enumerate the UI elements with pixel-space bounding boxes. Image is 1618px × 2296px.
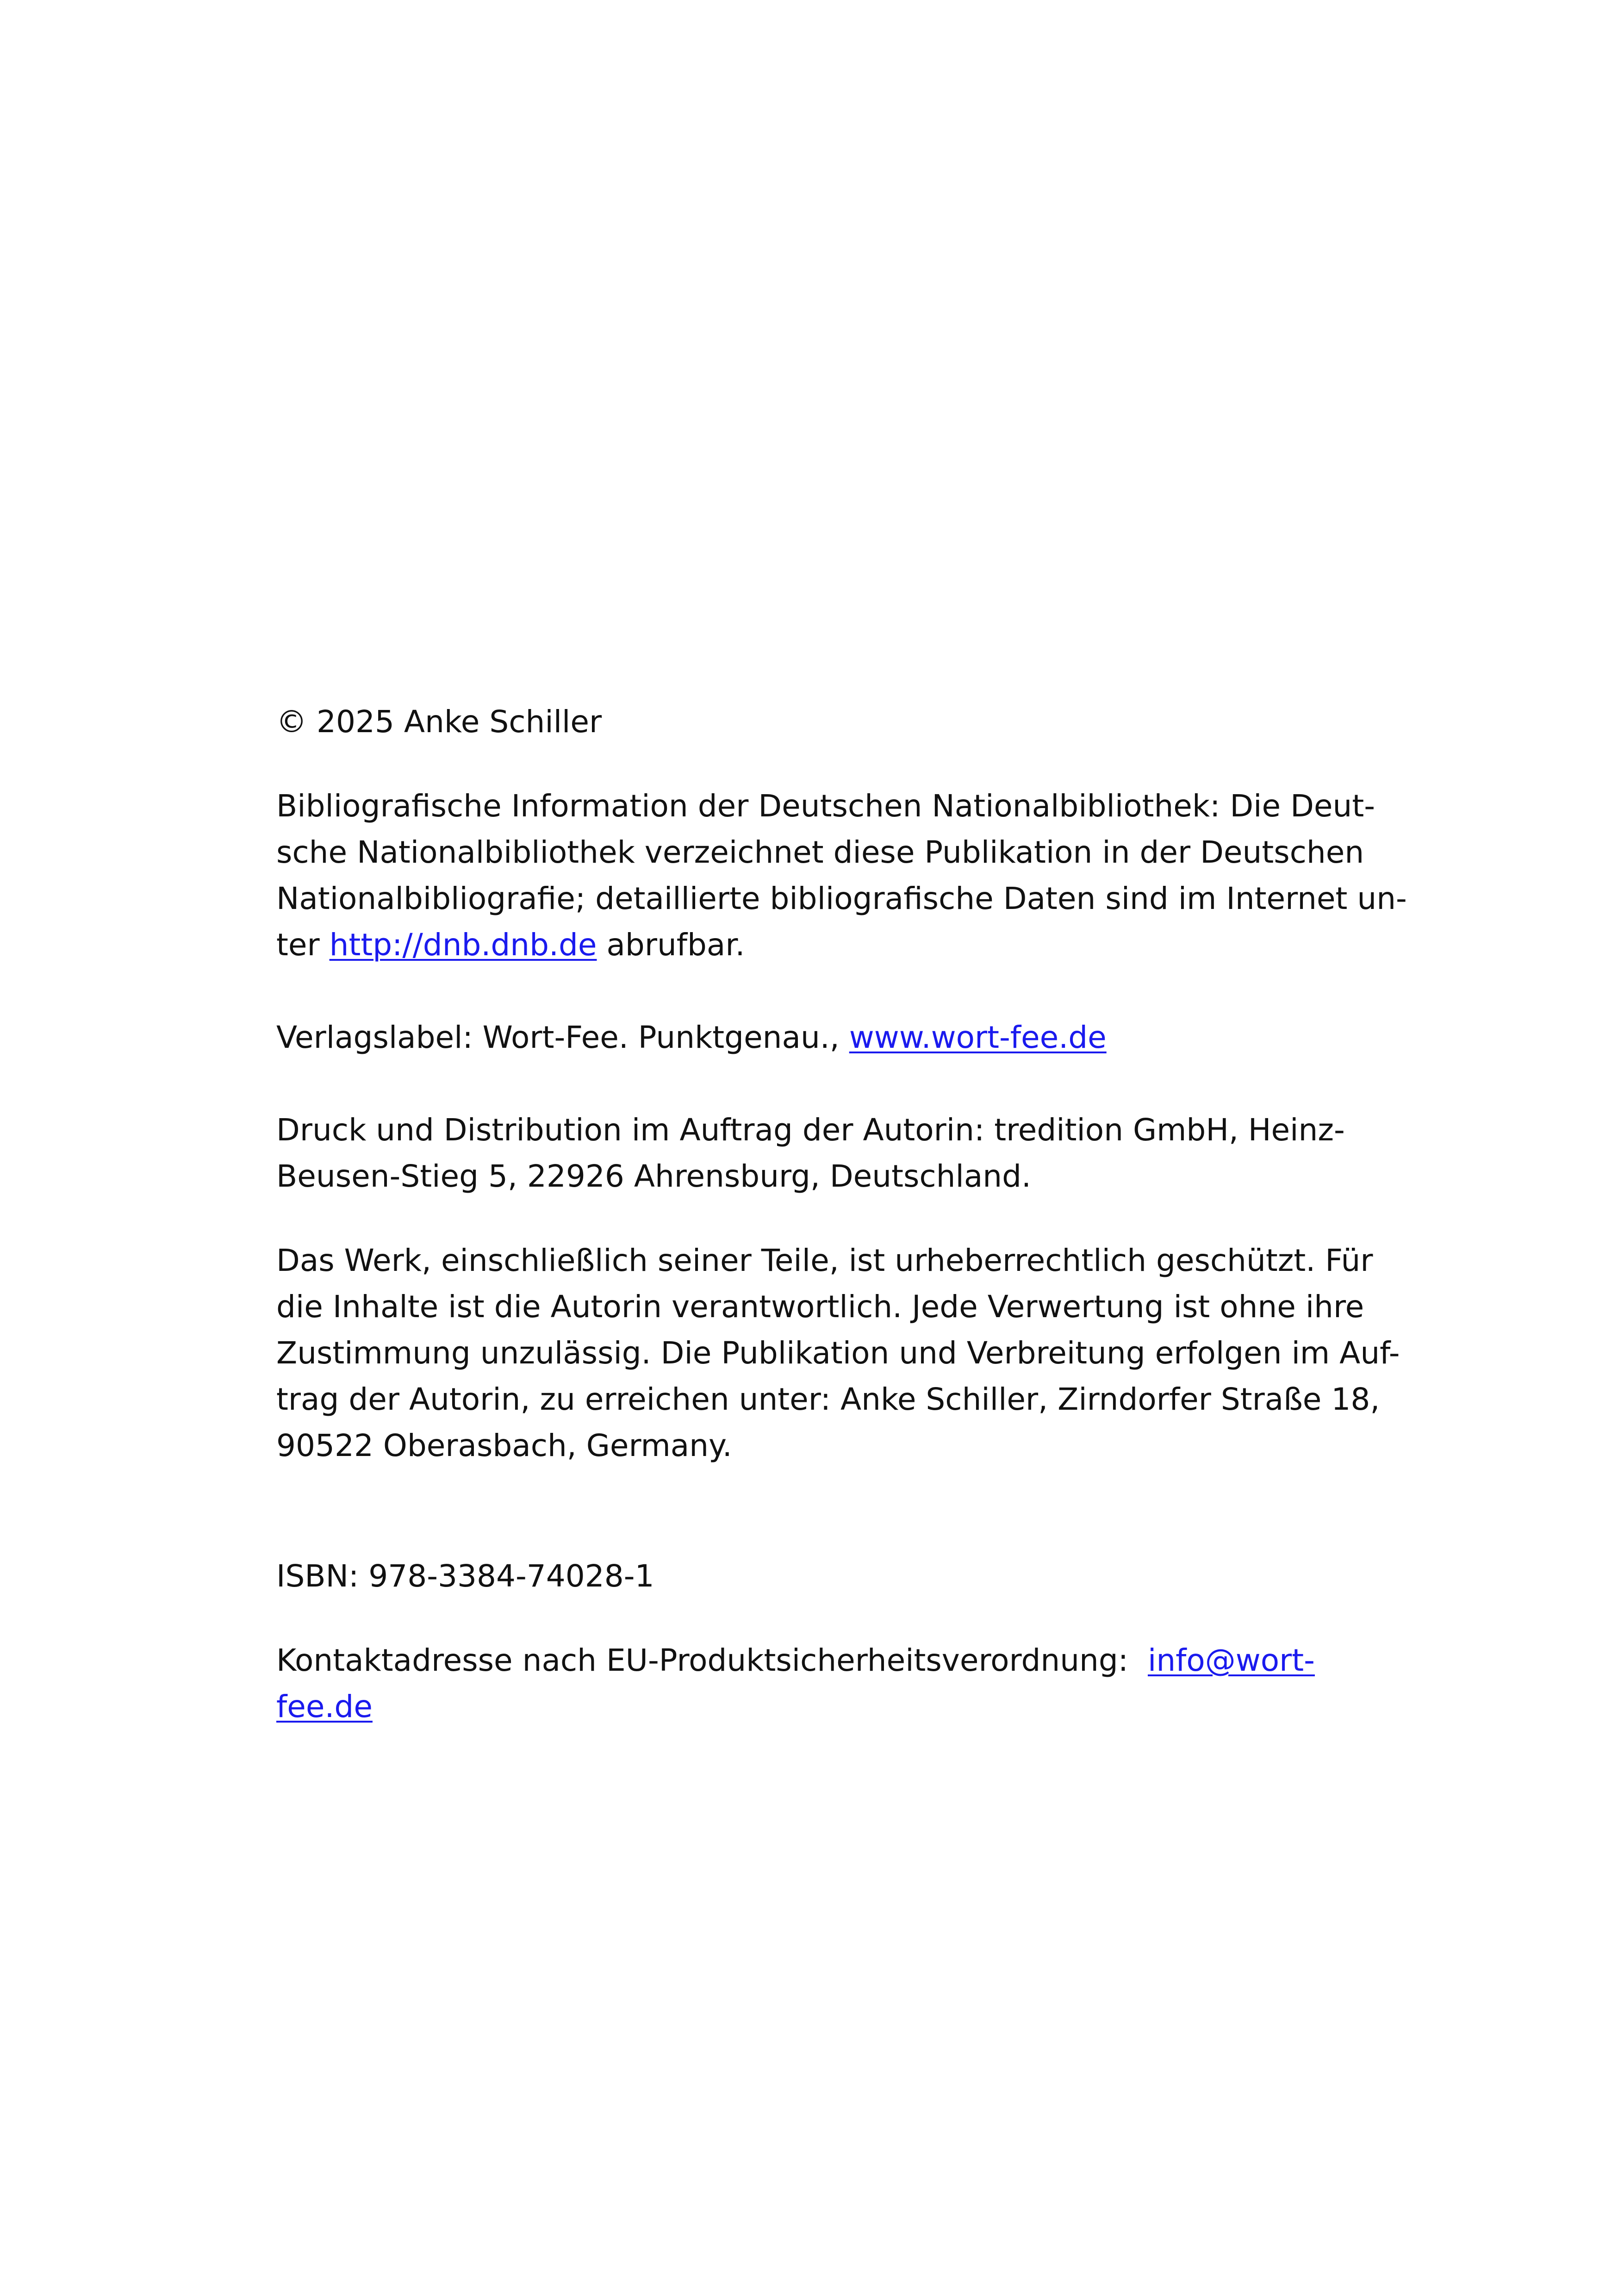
publisher-label-line [276, 1014, 1433, 1061]
copyright-block [276, 699, 1433, 745]
contact-prefix: Kontaktadresse nach EU-Produktsicherheitsverordnung: [276, 1643, 1129, 1678]
rights-line-5: 90522 Oberasbach, Germany. [276, 1428, 732, 1463]
contact-line-1 [276, 1637, 1433, 1684]
bibliographic-line-3: Nationalbibliografie; detaillierte bibliografische Daten sind im Internet un- [276, 881, 1407, 916]
contact-email-link-part-2[interactable]: fee.de [276, 1689, 373, 1724]
bibliographic-line-1: Bibliografische Information der Deutschen Nationalbibliothek: Die Deut- [276, 788, 1375, 824]
contact-email-link-part-1[interactable]: info@wort- [1147, 1643, 1315, 1678]
rights-notice-block [276, 1238, 1433, 1469]
printing-line-2: Beusen-Stieg 5, 22926 Ahrensburg, Deutschland. [276, 1158, 1031, 1194]
dnb-link[interactable]: http://dnb.dnb.de [329, 927, 597, 963]
rights-line-2: die Inhalte ist die Autorin verantwortlich. Jede Verwertung ist ohne ihre [276, 1289, 1364, 1325]
bibliographic-line-2: sche Nationalbibliothek verzeichnet diese Publikation in der Deutschen [276, 834, 1364, 870]
bibliographic-line-4 [276, 922, 1433, 968]
publisher-label-block [276, 1014, 1433, 1061]
contact-line-2 [276, 1684, 1433, 1730]
rights-line-1: Das Werk, einschließlich seiner Teile, ist urheberrechtlich geschützt. Für [276, 1243, 1373, 1278]
publisher-website-link[interactable]: www.wort-fee.de [849, 1020, 1107, 1055]
rights-line-4: trag der Autorin, zu erreichen unter: Anke Schiller, Zirndorfer Straße 18, [276, 1381, 1380, 1417]
bibliographic-line-4-suffix: abrufbar. [606, 927, 745, 963]
printing-distribution-block [276, 1107, 1433, 1200]
isbn-block [276, 1553, 1433, 1599]
contact-block [276, 1637, 1433, 1730]
bibliographic-info-block [276, 783, 1433, 968]
isbn-text: ISBN: 978-3384-74028-1 [276, 1558, 654, 1594]
rights-line-3: Zustimmung unzulässig. Die Publikation und Verbreitung erfolgen im Auf- [276, 1335, 1400, 1371]
publisher-label-prefix: Verlagslabel: Wort-Fee. Punktgenau., [276, 1020, 840, 1055]
copyright-text: © 2025 Anke Schiller [276, 704, 602, 740]
bibliographic-line-4-prefix: ter [276, 927, 320, 963]
printing-line-1: Druck und Distribution im Auftrag der Autorin: tredition GmbH, Heinz- [276, 1112, 1345, 1148]
